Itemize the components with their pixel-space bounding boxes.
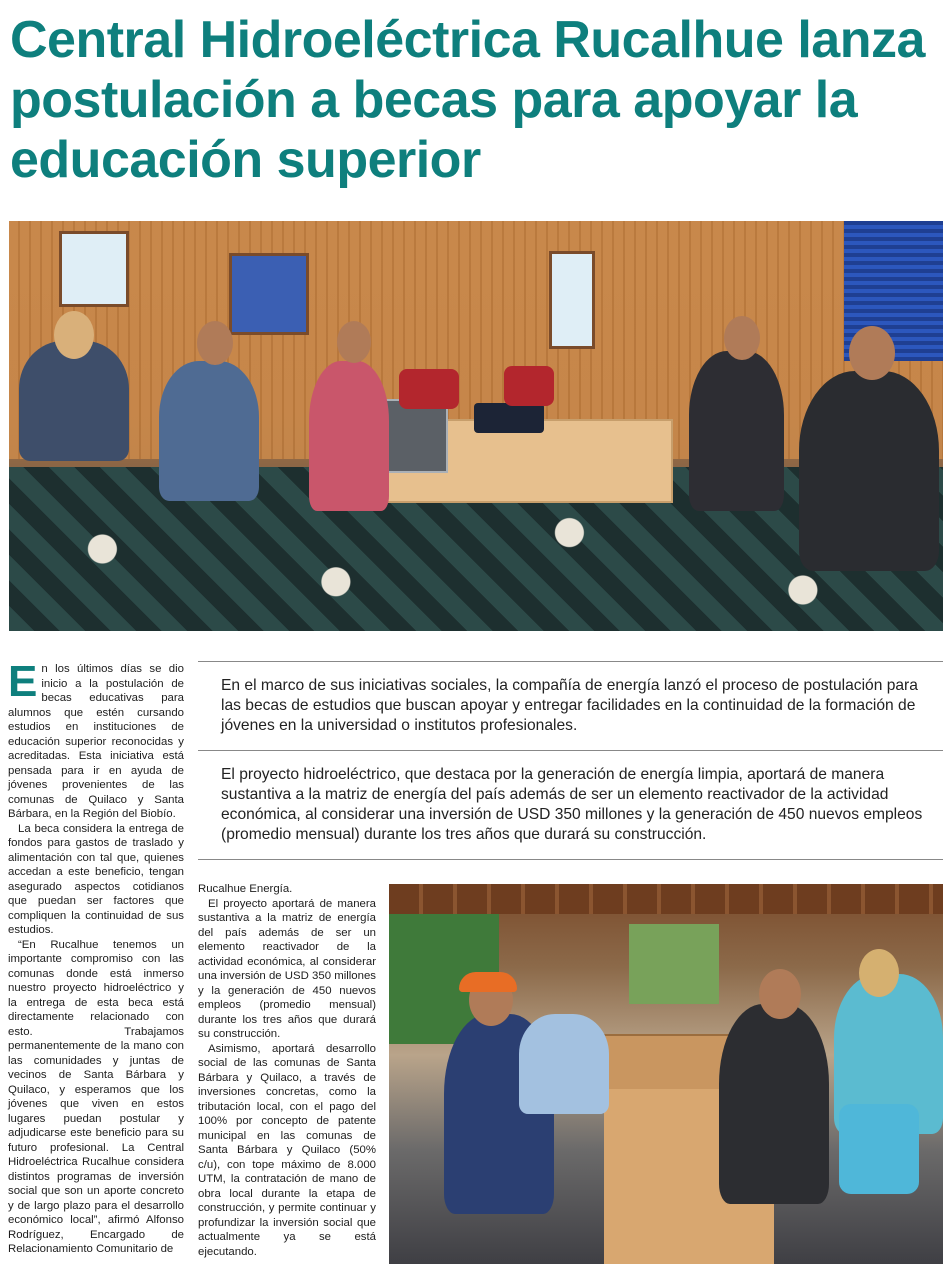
paragraph [8,657,184,822]
window [549,251,595,349]
paragraph: La beca considera la entrega de fondos para gastos de traslado y alimentación con tal que, quienes accedan a este beneficio, tengan asegurado aspectos cotidianos que puedan ser factores que compliquen la continuidad de sus estudios. [8,822,184,936]
person-head [849,326,895,380]
window [229,253,309,335]
cap [459,972,517,992]
paragraph: Rucalhue Energía. [198,883,293,895]
window [59,231,129,307]
highlight-text: En el marco de sus iniciativas sociales, la compañía de energía lanzó el proceso de postulación para las becas de estudios que buscan apoyar y entregar facilidades en la continuidad de la formación de jóvenes en la universidad o institutos profesionales. [221,677,918,734]
headline: Central Hidroeléctrica Rucalhue lanza postulación a becas para apoyar la educación superior [10,11,925,189]
projector [474,403,544,433]
person [19,341,129,461]
paragraph: El proyecto aportará de manera sustantiva a la matriz de energía del país además de ser un elemento reactivador de la actividad económica, al considerar una inversión de USD 350 millones y la generación de 450 nuevos empleos (promedio mensual) durante los tres años que durará su construcción. [198,897,376,1040]
highlight-text: El proyecto hidroeléctrico, que destaca por la generación de energía limpia, aportará de manera sustantiva a la matriz de energía del país además de ser un elemento reactivador de la actividad económica, al considerar una inversión de USD 350 millones y la generación de 450 nuevos empleos (promedio mensual) durante los tres años que durará su construcción. [221,766,923,843]
paragraph: Asimismo, aportará desarrollo social de las comunas de Santa Bárbara y Quilaco, a través de inversiones concretas, como la tributación local, con el pago del 100% por concepto de patente municipal en las comunas de Santa Bárbara y Quilaco (50% c/u), con tope máximo de 8.000 UTM, la contratación de mano de obra local durante la etapa de construcción, y permite continuar y profundizar la inversión social que actualmente ya se está ejecutando. [198,1042,376,1258]
person-head [759,969,801,1019]
person-head [54,311,94,359]
paragraph-text: n los últimos días se dio inicio a la postulación de becas educativas para alumnos que estén cursando estudios en instituciones de educación superior reconocidas y acreditadas. Esta iniciativa está pensada para ir en ayuda de jóvenes provenientes de las comunas de Quilaco y Santa Bárbara, en la Región del Biobío. [8,663,184,820]
trees [629,924,719,1004]
person [719,1004,829,1204]
roof-beams [389,884,943,914]
person [689,351,784,511]
person [799,371,939,571]
drop-cap: E [8,657,38,706]
bag [839,1104,919,1194]
outdoor-meeting-photo [389,884,943,1264]
person-head [859,949,899,997]
person [159,361,259,501]
article-column-1 [8,657,184,1257]
highlight-box [198,661,943,860]
meeting-photo [9,221,943,631]
paragraph: “En Rucalhue tenemos un importante compromiso con las comunas donde está inmerso nuestro proyecto hidroeléctrico y la entrega de esta beca está directamente relacionado con esto. Trabajamos permanentemente de la mano con las comunidades y juntas de vecinos de Santa Bárbara y Quilaco, y esperamos que los jóvenes que viven en estos lugares puedan postular y adjudicarse este beneficio para su futuro profesional. La Central Hidroeléctrica Rucalhue considera distintos programas de inversión social que son un aporte concreto y de largo plazo para el desarrollo económico local”, afirmó Alfonso Rodríguez, Encargado de Relacionamiento Comunitario de [8,938,184,1255]
person-head [724,316,760,360]
chair [504,366,554,406]
chair [399,369,459,409]
person [309,361,389,511]
person-head [197,321,233,365]
person [519,1014,609,1114]
person-head [337,321,371,363]
article-column-2 [198,882,376,1259]
